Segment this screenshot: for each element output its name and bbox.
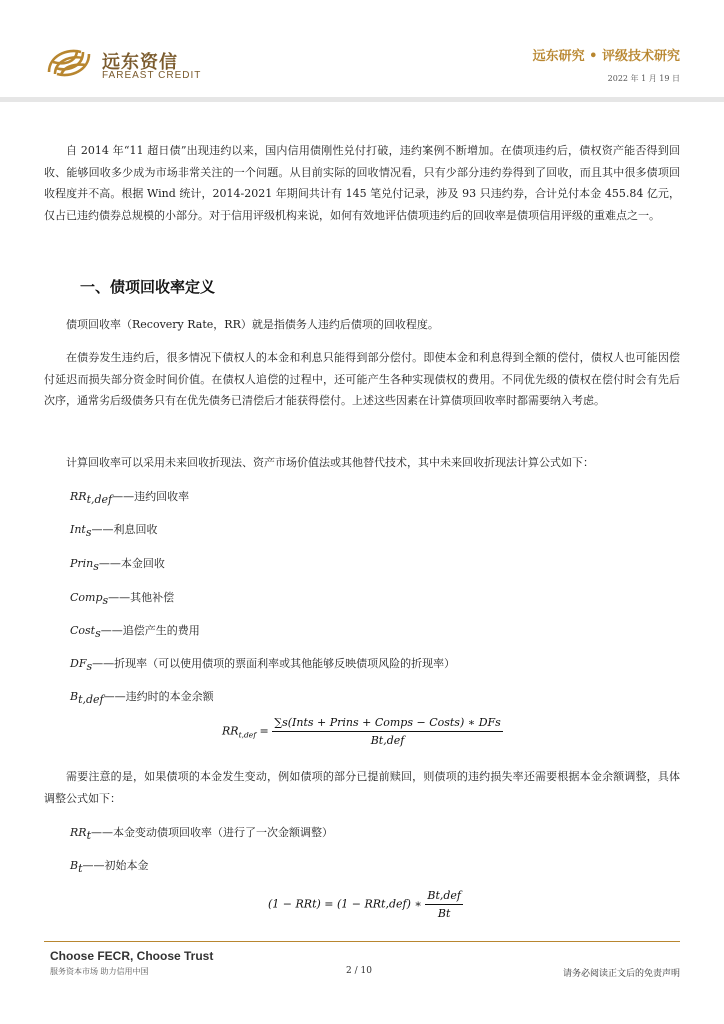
disclaimer-note: 请务必阅读正文后的免责声明 (562, 969, 680, 979)
symbol: DF (70, 657, 87, 670)
definition-cost (70, 622, 200, 640)
formula-denominator: Bt,def (370, 734, 405, 747)
report-section-title: 远东研究 • 评级技术研究 (532, 49, 680, 64)
definition-comp (70, 589, 174, 607)
explanation-text: 在债券发生违约后，很多情况下债权人的本金和利息只能得到部分偿付。即使本金和利息得到全额的偿付，债权人也可能因偿付延迟而损失部分资金时间价值。在债权人追偿的过程中，还可能产生各种实现债权的费用。不同优先级的债权在偿付时会有先后次序，通常劣后级债务只有在优先债务已清偿后才能获得偿付。上述这些因素在计算债项回收率时都需要纳入考虑。 (44, 351, 680, 407)
adjustment-paragraph (44, 766, 680, 809)
symbol: B (70, 859, 79, 872)
definition-prin (70, 555, 165, 573)
definition-df (70, 655, 455, 673)
definition-desc: ——本金回收 (98, 557, 165, 570)
definition-b-tdef (70, 688, 214, 706)
explanation-paragraph (44, 347, 680, 412)
symbol: B (70, 690, 79, 703)
brand-name-en: FAREAST CREDIT (102, 70, 202, 81)
brand-name-cn: 远东资信 (102, 52, 178, 73)
formula-lhs: (1 − RRt) = (1 − RRt,def) ∗ (268, 897, 422, 911)
footer-subslogan: 服务资本市场 助力信用中国 (50, 967, 149, 976)
page-number: 2 / 10 (346, 966, 372, 976)
symbol-sub: s (93, 560, 99, 574)
definition-desc: ——初始本金 (82, 859, 149, 872)
symbol: RR (70, 490, 87, 503)
symbol-sub: t,def (78, 693, 104, 707)
symbol-sub: t,def (86, 493, 113, 507)
formula-denominator: Bt (437, 907, 451, 920)
formula-lhs: RR (222, 724, 239, 738)
definition-desc: ——其他补偿 (108, 591, 175, 604)
formula-fraction (425, 889, 463, 920)
recovery-rate-formula: $RR_{t,def}$ = $\frac{\text{∑s(Ints + Prins + Comps − Costs) ∗ DFs}}{\text{Bt,def}}$ (222, 716, 501, 747)
definition-desc: ——利息回收 (91, 523, 158, 536)
definition-paragraph (44, 314, 680, 336)
formula-fraction (272, 716, 503, 747)
footer-slogan: Choose FECR, Choose Trust (50, 949, 214, 963)
section-heading: 一、债项回收率定义 (80, 278, 216, 296)
definition-desc: ——违约时的本金余额 (103, 690, 214, 703)
symbol: Int (70, 523, 86, 536)
symbol-sub: t (86, 829, 91, 843)
definition-text: 债项回收率（Recovery Rate，RR）就是指债务人违约后债项的回收程度。 (66, 318, 439, 331)
formula-numerator: Bt,def (425, 889, 463, 905)
symbol: Prin (70, 557, 94, 570)
definition-rr-t (70, 824, 333, 842)
method-text: 计算回收率可以采用未来回收折现法、资产市场价值法或其他替代技术，其中未来回收折现法计算公式如下： (66, 456, 594, 469)
symbol: Cost (70, 624, 96, 637)
symbol-sub: s (85, 526, 92, 540)
report-date: 2022 年 1 月 19 日 (607, 74, 680, 83)
fareast-credit-logo-icon (41, 42, 97, 84)
definition-desc: ——本金变动债项回收率（进行了一次金额调整） (91, 826, 333, 839)
definition-int (70, 521, 158, 539)
intro-paragraph (44, 140, 680, 226)
adjustment-text: 需要注意的是，如果债项的本金发生变动，例如债项的部分已提前赎回，则债项的违约损失率还需要根据本金余额调整，具体调整公式如下： (44, 770, 680, 805)
symbol-sub: t (78, 862, 83, 876)
definition-desc: ——违约回收率 (112, 490, 190, 503)
adjusted-recovery-formula (268, 889, 463, 920)
footer-divider (44, 941, 680, 942)
symbol: Comp (70, 591, 103, 604)
definition-rr-tdef (70, 488, 189, 506)
formula-numerator: ∑s(Ints + Prins + Comps − Costs) ∗ DFs (272, 716, 503, 732)
definition-desc: ——追偿产生的费用 (100, 624, 200, 637)
symbol: RR (70, 826, 87, 839)
formula-lhs-sub: t,def (238, 730, 256, 740)
intro-text: 自 2014 年“11 超日债”出现违约以来，国内信用债刚性兑付打破，违约案例不断增加。在债项违约后，债权资产能否得到回收、能够回收多少成为市场非常关注的一个问题。从目前实际的回收情况看，只有少部分违约券得到了回收，而且其中很多债项回收程度并不高。根据 Wind 统计，2014-2021 年期间共计有 145 笔兑付记录，涉及 93 只违约券，合计兑付本金 455.84 亿元，仅占已违约债券总规模的小部分。对于信用评级机构来说，如何有效地评估债项违约后的回收率是债项信用评级的重难点之一。 (44, 144, 680, 222)
symbol-sub: s (102, 594, 109, 608)
definition-desc: ——折现率（可以使用债项的票面利率或其他能够反映债项风险的折现率） (92, 657, 456, 670)
method-paragraph (44, 452, 680, 474)
header-divider (0, 97, 724, 102)
definition-b-t (70, 857, 149, 875)
symbol-sub: s (95, 627, 101, 641)
symbol-sub: s (86, 660, 93, 674)
